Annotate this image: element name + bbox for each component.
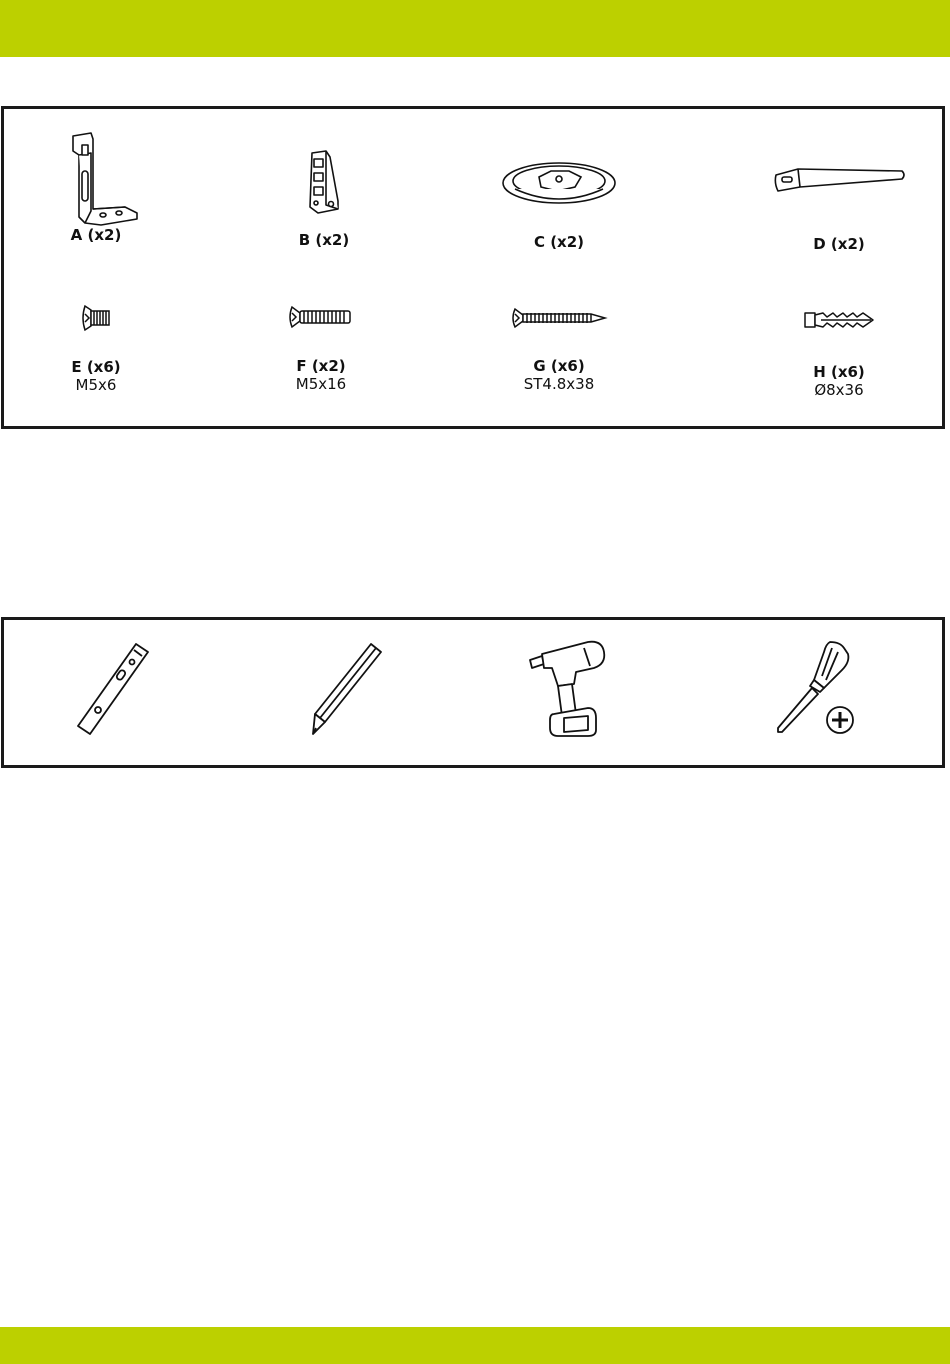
part-spec: Ø8x36: [814, 381, 864, 399]
phillips-screwdriver-icon: [776, 640, 860, 740]
machine-screw-icon: [288, 305, 354, 329]
part-c: [469, 157, 649, 251]
power-drill-icon: [528, 638, 626, 738]
part-h: [749, 307, 929, 399]
part-g: [469, 307, 649, 393]
bracket-icon: [51, 131, 141, 226]
wood-screw-icon: [511, 307, 607, 329]
part-a: [6, 131, 186, 244]
tools-box: [1, 617, 945, 768]
part-label: G (x6): [533, 357, 585, 375]
part-f: [231, 305, 411, 393]
part-label: A (x2): [70, 226, 122, 244]
spirit-level-icon: [76, 642, 150, 736]
tool-drill: [528, 638, 626, 743]
parts-list-box: [1, 106, 945, 429]
tool-pencil: [309, 642, 383, 741]
part-label: E (x6): [71, 358, 121, 376]
part-d: [749, 165, 929, 253]
part-label: D (x2): [813, 235, 865, 253]
footer-band: [0, 1327, 950, 1364]
part-b: [234, 149, 414, 249]
short-screw-icon: [79, 304, 113, 332]
part-label: C (x2): [533, 233, 585, 251]
part-spec: M5x6: [75, 376, 117, 394]
part-spec: ST4.8x38: [523, 375, 595, 393]
tool-level: [76, 642, 150, 741]
header-band: [0, 0, 950, 57]
wall-anchor-icon: [801, 307, 877, 333]
clip-holder-icon: [304, 149, 344, 215]
cable-strap-icon: [772, 165, 906, 195]
round-base-plate-icon: [499, 157, 619, 209]
part-e: [6, 304, 186, 394]
pencil-icon: [309, 642, 383, 736]
part-label: H (x6): [813, 363, 865, 381]
tool-screwdriver: [776, 640, 860, 745]
part-label: F (x2): [296, 357, 346, 375]
part-label: B (x2): [298, 231, 350, 249]
part-spec: M5x16: [295, 375, 347, 393]
